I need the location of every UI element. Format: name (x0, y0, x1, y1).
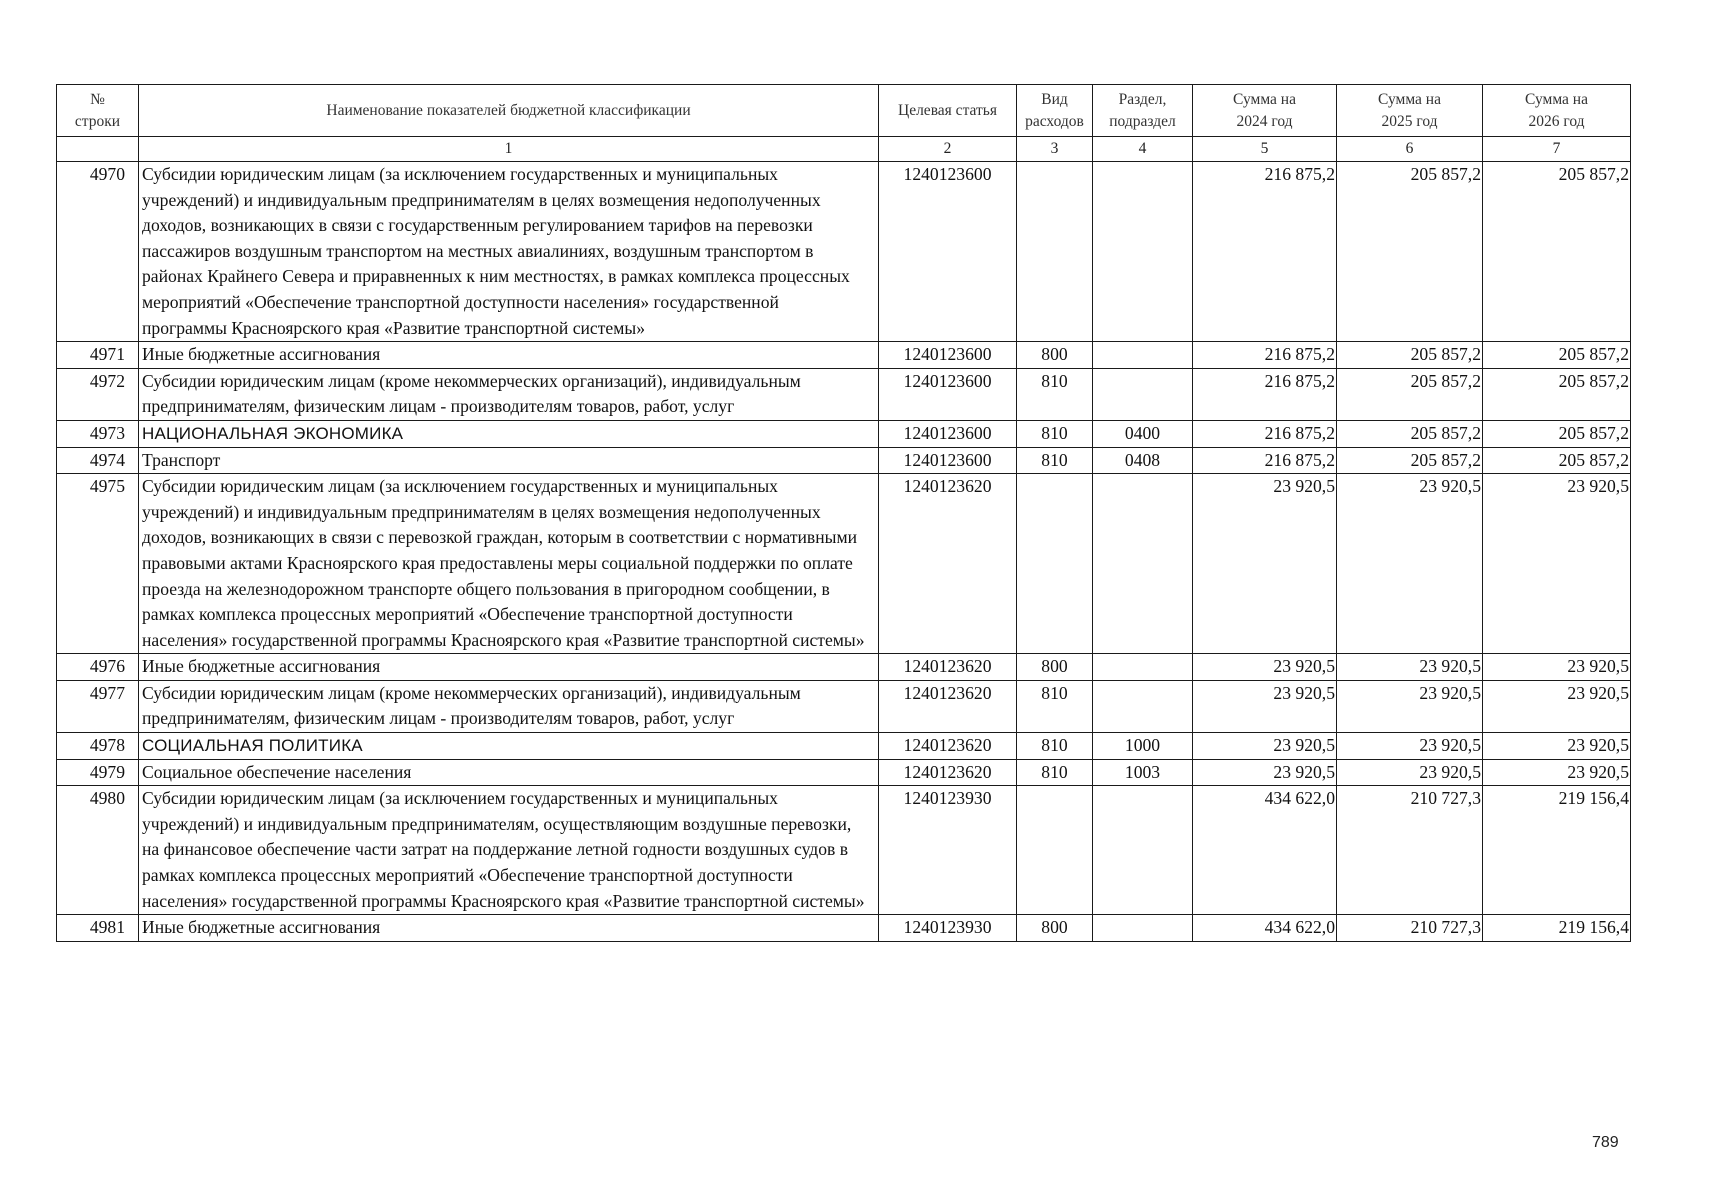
header-sum-2025: Сумма на 2025 год (1337, 85, 1483, 137)
table-row (57, 733, 1631, 760)
row-section: 1000 (1093, 733, 1193, 760)
page-number: 789 (1592, 1134, 1619, 1151)
column-index: 3 (1017, 137, 1093, 162)
row-number: 4974 (57, 447, 139, 474)
row-sum-2025: 23 920,5 (1337, 474, 1483, 654)
row-sum-2026: 205 857,2 (1483, 447, 1631, 474)
row-sum-2024: 216 875,2 (1193, 162, 1337, 342)
row-sum-2025: 210 727,3 (1337, 915, 1483, 942)
row-sum-2026: 23 920,5 (1483, 759, 1631, 786)
row-expense-type: 800 (1017, 342, 1093, 369)
row-name: Субсидии юридическим лицам (за исключением государственных и муниципальных учреждений) и индивидуальным предпринимателям, осуществляющим воздушные перевозки, на финансовое обеспечение части затрат на поддержание летной годности воздушных судов в рамках комплекса процессных мероприятий «Обеспечение транспортной доступности населения» государственной программы Красноярского края «Развитие транспортной системы» (139, 786, 879, 915)
column-index: 7 (1483, 137, 1631, 162)
column-index: 6 (1337, 137, 1483, 162)
row-expense-type (1017, 162, 1093, 342)
row-sum-2024: 23 920,5 (1193, 759, 1337, 786)
row-number: 4971 (57, 342, 139, 369)
table-row (57, 368, 1631, 420)
row-number: 4973 (57, 420, 139, 447)
column-index-empty (57, 137, 139, 162)
row-target: 1240123600 (879, 162, 1017, 342)
table-row (57, 342, 1631, 369)
row-expense-type (1017, 474, 1093, 654)
row-number: 4975 (57, 474, 139, 654)
row-sum-2026: 205 857,2 (1483, 420, 1631, 447)
header-section: Раздел, подраздел (1093, 85, 1193, 137)
row-number: 4976 (57, 654, 139, 681)
row-sum-2025: 205 857,2 (1337, 368, 1483, 420)
table-row (57, 759, 1631, 786)
row-sum-2026: 23 920,5 (1483, 474, 1631, 654)
row-sum-2025: 205 857,2 (1337, 420, 1483, 447)
row-expense-type: 800 (1017, 654, 1093, 681)
table-row (57, 474, 1631, 654)
row-sum-2025: 23 920,5 (1337, 733, 1483, 760)
table-row (57, 680, 1631, 732)
row-sum-2025: 23 920,5 (1337, 680, 1483, 732)
row-name: Иные бюджетные ассигнования (139, 915, 879, 942)
table-row (57, 786, 1631, 915)
row-target: 1240123620 (879, 474, 1017, 654)
row-sum-2025: 23 920,5 (1337, 759, 1483, 786)
row-expense-type: 810 (1017, 733, 1093, 760)
row-sum-2026: 219 156,4 (1483, 915, 1631, 942)
row-sum-2025: 23 920,5 (1337, 654, 1483, 681)
row-section (1093, 654, 1193, 681)
row-section (1093, 162, 1193, 342)
row-number: 4970 (57, 162, 139, 342)
row-sum-2024: 216 875,2 (1193, 342, 1337, 369)
header-name: Наименование показателей бюджетной классификации (139, 85, 879, 137)
row-target: 1240123620 (879, 680, 1017, 732)
row-name: Социальное обеспечение населения (139, 759, 879, 786)
row-target: 1240123930 (879, 915, 1017, 942)
row-number: 4978 (57, 733, 139, 760)
row-expense-type: 810 (1017, 680, 1093, 732)
table-row (57, 654, 1631, 681)
row-sum-2024: 216 875,2 (1193, 447, 1337, 474)
row-target: 1240123600 (879, 368, 1017, 420)
column-index-row (57, 137, 1631, 162)
row-sum-2026: 23 920,5 (1483, 680, 1631, 732)
row-section (1093, 368, 1193, 420)
header-sum-2026: Сумма на 2026 год (1483, 85, 1631, 137)
row-number: 4979 (57, 759, 139, 786)
row-expense-type: 810 (1017, 447, 1093, 474)
row-sum-2024: 23 920,5 (1193, 680, 1337, 732)
row-sum-2024: 434 622,0 (1193, 786, 1337, 915)
row-section (1093, 680, 1193, 732)
row-section (1093, 474, 1193, 654)
row-target: 1240123930 (879, 786, 1017, 915)
row-expense-type: 810 (1017, 368, 1093, 420)
row-sum-2025: 205 857,2 (1337, 447, 1483, 474)
row-expense-type: 810 (1017, 759, 1093, 786)
column-index: 2 (879, 137, 1017, 162)
row-number: 4972 (57, 368, 139, 420)
row-number: 4980 (57, 786, 139, 915)
header-row-no: № строки (57, 85, 139, 137)
row-sum-2024: 434 622,0 (1193, 915, 1337, 942)
row-section (1093, 786, 1193, 915)
row-section (1093, 915, 1193, 942)
row-sum-2024: 216 875,2 (1193, 420, 1337, 447)
row-sum-2025: 210 727,3 (1337, 786, 1483, 915)
row-name: Субсидии юридическим лицам (за исключением государственных и муниципальных учреждений) и индивидуальным предпринимателям в целях возмещения недополученных доходов, возникающих в связи с перевозкой граждан, которым в соответствии с нормативными правовыми актами Красноярского края предоставлены меры социальной поддержки по оплате проезда на железнодорожном транспорте общего пользования в пригородном сообщении, в рамках комплекса процессных мероприятий «Обеспечение транспортной доступности населения» государственной программы Красноярского края «Развитие транспортной системы» (139, 474, 879, 654)
row-section: 1003 (1093, 759, 1193, 786)
row-section (1093, 342, 1193, 369)
row-section: 0400 (1093, 420, 1193, 447)
row-target: 1240123620 (879, 759, 1017, 786)
column-index: 4 (1093, 137, 1193, 162)
row-name: Транспорт (139, 447, 879, 474)
table-row (57, 420, 1631, 447)
row-number: 4981 (57, 915, 139, 942)
row-target: 1240123620 (879, 733, 1017, 760)
row-number: 4977 (57, 680, 139, 732)
row-name: СОЦИАЛЬНАЯ ПОЛИТИКА (139, 733, 879, 760)
row-target: 1240123600 (879, 447, 1017, 474)
row-sum-2024: 23 920,5 (1193, 733, 1337, 760)
table-body (57, 162, 1631, 942)
row-sum-2026: 23 920,5 (1483, 654, 1631, 681)
row-sum-2026: 205 857,2 (1483, 368, 1631, 420)
row-sum-2024: 23 920,5 (1193, 654, 1337, 681)
row-name: Субсидии юридическим лицам (кроме некоммерческих организаций), индивидуальным предпринимателям, физическим лицам - производителям товаров, работ, услуг (139, 368, 879, 420)
row-target: 1240123600 (879, 342, 1017, 369)
row-name: Иные бюджетные ассигнования (139, 342, 879, 369)
row-sum-2024: 23 920,5 (1193, 474, 1337, 654)
row-name: Иные бюджетные ассигнования (139, 654, 879, 681)
table-header (57, 85, 1631, 162)
column-index: 5 (1193, 137, 1337, 162)
row-name: Субсидии юридическим лицам (за исключением государственных и муниципальных учреждений) и индивидуальным предпринимателям в целях возмещения недополученных доходов, возникающих в связи с государственным регулированием тарифов на перевозки пассажиров воздушным транспортом на местных авиалиниях, воздушным транспортом в районах Крайнего Севера и приравненных к ним местностях, в рамках комплекса процессных мероприятий «Обеспечение транспортной доступности населения» государственной программы Красноярского края «Развитие транспортной системы» (139, 162, 879, 342)
row-sum-2026: 205 857,2 (1483, 342, 1631, 369)
row-sum-2026: 23 920,5 (1483, 733, 1631, 760)
table-row (57, 162, 1631, 342)
row-expense-type: 810 (1017, 420, 1093, 447)
header-row (57, 85, 1631, 137)
row-expense-type (1017, 786, 1093, 915)
row-expense-type: 800 (1017, 915, 1093, 942)
row-target: 1240123600 (879, 420, 1017, 447)
header-sum-2024: Сумма на 2024 год (1193, 85, 1337, 137)
row-section: 0408 (1093, 447, 1193, 474)
header-target: Целевая статья (879, 85, 1017, 137)
row-name: Субсидии юридическим лицам (кроме некоммерческих организаций), индивидуальным предпринимателям, физическим лицам - производителям товаров, работ, услуг (139, 680, 879, 732)
table-row (57, 447, 1631, 474)
budget-table (56, 84, 1631, 942)
row-target: 1240123620 (879, 654, 1017, 681)
row-sum-2024: 216 875,2 (1193, 368, 1337, 420)
row-sum-2025: 205 857,2 (1337, 342, 1483, 369)
row-sum-2025: 205 857,2 (1337, 162, 1483, 342)
table-row (57, 915, 1631, 942)
row-name: НАЦИОНАЛЬНАЯ ЭКОНОМИКА (139, 420, 879, 447)
row-sum-2026: 205 857,2 (1483, 162, 1631, 342)
column-index: 1 (139, 137, 879, 162)
row-sum-2026: 219 156,4 (1483, 786, 1631, 915)
header-expense-type: Вид расходов (1017, 85, 1093, 137)
